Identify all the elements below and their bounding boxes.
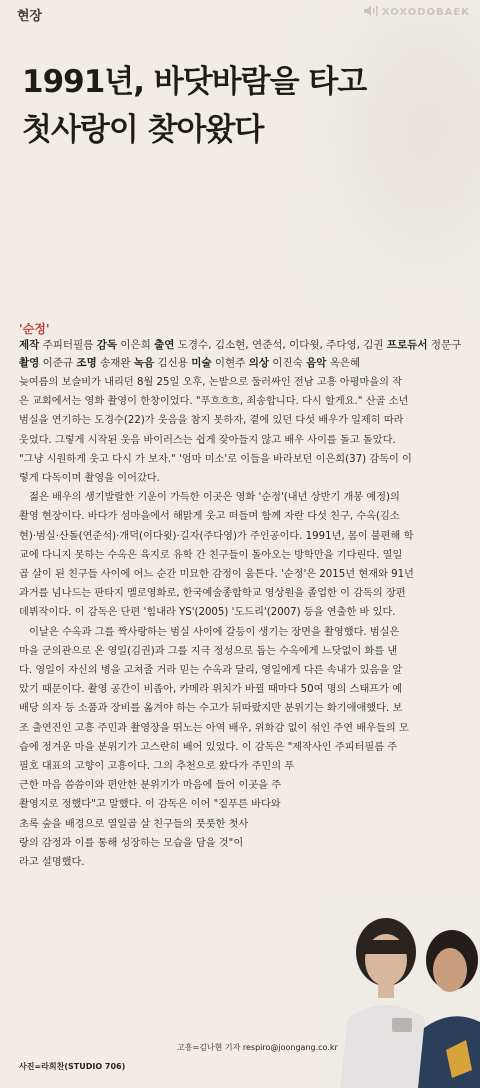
credit-value: 이진숙 <box>272 357 303 369</box>
article-line: 범실을 연기하는 도경수(22)가 웃음을 참지 못하자, 곁에 있던 다섯 배우가 일제히 따라 <box>19 415 404 427</box>
article-line: 았기 때문이다. 촬영 공간이 비좁아, 카메라 위치가 바뀔 때마다 50여 명의 스태프가 예 <box>19 684 403 696</box>
credit-line <box>19 336 469 354</box>
credit-value: 정문구 <box>430 339 462 351</box>
article-line: 조 출연진인 고흥 주민과 촬영장을 뛰노는 아역 배우, 위화감 없이 섞인 주연 배우들의 모 <box>19 722 409 734</box>
article-line: 데뷔작이다. 이 감독은 단편 '힘내라 YS'(2005) '도드리'(2007) 등을 연출한 바 있다. <box>19 607 396 619</box>
watermark-text: XOXODOBAEK <box>381 7 470 18</box>
article-line: 습에 정겨운 마을 분위기가 고스란히 배어 있었다. 이 감독은 "제작사인 주피터필름 주 <box>19 741 398 753</box>
credit-label: 의상 <box>248 357 269 369</box>
article-line: 초록 숲을 배경으로 열일곱 살 친구들의 풋풋한 첫사 <box>19 818 249 830</box>
credit-value: 김신용 <box>157 357 188 369</box>
article-line: 웃었다. 그렇게 시작된 웃음 바이러스는 쉽게 잦아들지 않고 배우 사이를 돌고 돌았다. <box>19 434 396 446</box>
credit-label: 음악 <box>306 357 327 369</box>
background-photo <box>300 10 480 310</box>
article-line: 근한 마음 씀씀이와 편안한 분위기가 마음에 들어 이곳을 주 <box>19 780 282 792</box>
article-line: 젊은 배우의 생기발랄한 기운이 가득한 이곳은 영화 '순정'(내년 상반기 개봉 예정)의 <box>19 492 400 504</box>
credit-value: 도경수, 김소현, 연준석, 이다윗, 주다영, 김권 <box>177 339 384 351</box>
credit-value: 옥은혜 <box>329 357 361 369</box>
credit-label: 감독 <box>96 339 117 351</box>
credit-value: 이은희 <box>120 339 151 351</box>
sound-icon <box>364 6 378 19</box>
article-body <box>19 373 463 872</box>
article-line: 마을 군의관으로 온 영일(김권)과 그를 지극 정성으로 돕는 수옥에게 느닷없이 화를 낸 <box>19 645 398 657</box>
watermark <box>364 6 470 19</box>
article-line: 현)·범실·산돌(연준석)·개덕(이다윗)·길자(주다영)가 주인공이다. 1991년, 몸이 불편해 학 <box>19 530 414 542</box>
film-credits <box>19 336 469 372</box>
article-line: 촬영 현장이다. 바다가 섬마을에서 해맑게 웃고 떠들며 함께 자란 다섯 친구, 수옥(김소 <box>19 511 400 523</box>
credit-label: 녹음 <box>133 357 155 369</box>
photo-credit: 사진=라희찬(STUDIO 706) <box>19 1062 126 1071</box>
article-line: 렇게 다독이며 촬영을 이어갔다. <box>19 473 160 485</box>
cast-photo <box>326 900 480 1088</box>
article-line: 랑의 감정과 이를 통해 성장하는 모습을 담을 것"이 <box>19 837 244 849</box>
article-line: 늦여름의 보슬비가 내리던 8월 25일 오후, 논밭으로 둘러싸인 전남 고흥 아평마을의 작 <box>19 377 403 388</box>
article-line: 은 교회에서는 영화 촬영이 한창이었다. "푸흐흐흐, 죄송합니다. 다시 할게요." 산골 소년 <box>19 396 409 408</box>
credit-label: 제작 <box>19 339 40 351</box>
cast-photo-illustration <box>326 900 480 1088</box>
article-line: 과거를 넘나드는 판타지 멜로영화로, 한국예술종합학교 영상원을 졸업한 이 감독의 장편 <box>19 588 406 600</box>
article-line: 배당 의자 등 소품과 장비를 옮겨야 하는 수고가 뒤따랐지만 분위기는 화기애애했다. 보 <box>19 703 403 715</box>
article-line: 곱 살이 된 친구들 사이에 어느 순간 미묘한 감정이 움튼다. '순정'은 2015년 현재와 91년 <box>19 569 414 581</box>
article-line: 필호 대표의 고향이 고흥이다. 그의 추천으로 왔다가 주민의 푸 <box>19 761 295 773</box>
credit-value: 이준규 <box>42 357 74 369</box>
article-line: 촬영지로 정했다"고 말했다. 이 감독은 이어 "짙푸른 바다와 <box>19 799 281 811</box>
credit-label: 조명 <box>76 357 97 369</box>
article-line: 다. 영일이 자신의 병을 고쳐줄 거라 믿는 수옥과 달리, 영일에게 다른 속내가 있음을 알 <box>19 665 403 677</box>
credit-value: 주피터필름 <box>42 339 94 351</box>
credit-label: 출연 <box>154 339 175 351</box>
article-line: "그냥 시원하게 웃고 다시 가 보자." '엄마 미소'로 이들을 바라보던 이은희(37) 감독이 이 <box>19 453 412 465</box>
headline <box>22 58 462 154</box>
credit-label: 촬영 <box>19 357 40 369</box>
byline: 고흥=김나현 기자 respiro@joongang.co.kr <box>177 1043 338 1052</box>
credit-line <box>19 354 469 372</box>
article-line: 교에 다니지 못하는 수옥은 육지로 유학 간 친구들이 돌아오는 방학만을 기다린다. 열일 <box>19 549 403 561</box>
section-tag: 현장 <box>17 9 43 24</box>
credit-label: 프로듀서 <box>386 339 428 351</box>
film-title: '순정' <box>19 322 50 336</box>
headline-line-2: 첫사랑이 찾아왔다 <box>22 112 264 148</box>
credit-value: 송재완 <box>100 357 131 369</box>
article-line: 라고 설명했다. <box>19 857 85 869</box>
credit-value: 이현주 <box>214 357 246 369</box>
headline-line-1: 1991년, 바닷바람을 타고 <box>22 64 367 100</box>
article-line: 이날은 수옥과 그를 짝사랑하는 범실 사이에 갈등이 생기는 장면을 촬영했다. 범실은 <box>19 626 400 638</box>
credit-label: 미술 <box>191 357 212 369</box>
